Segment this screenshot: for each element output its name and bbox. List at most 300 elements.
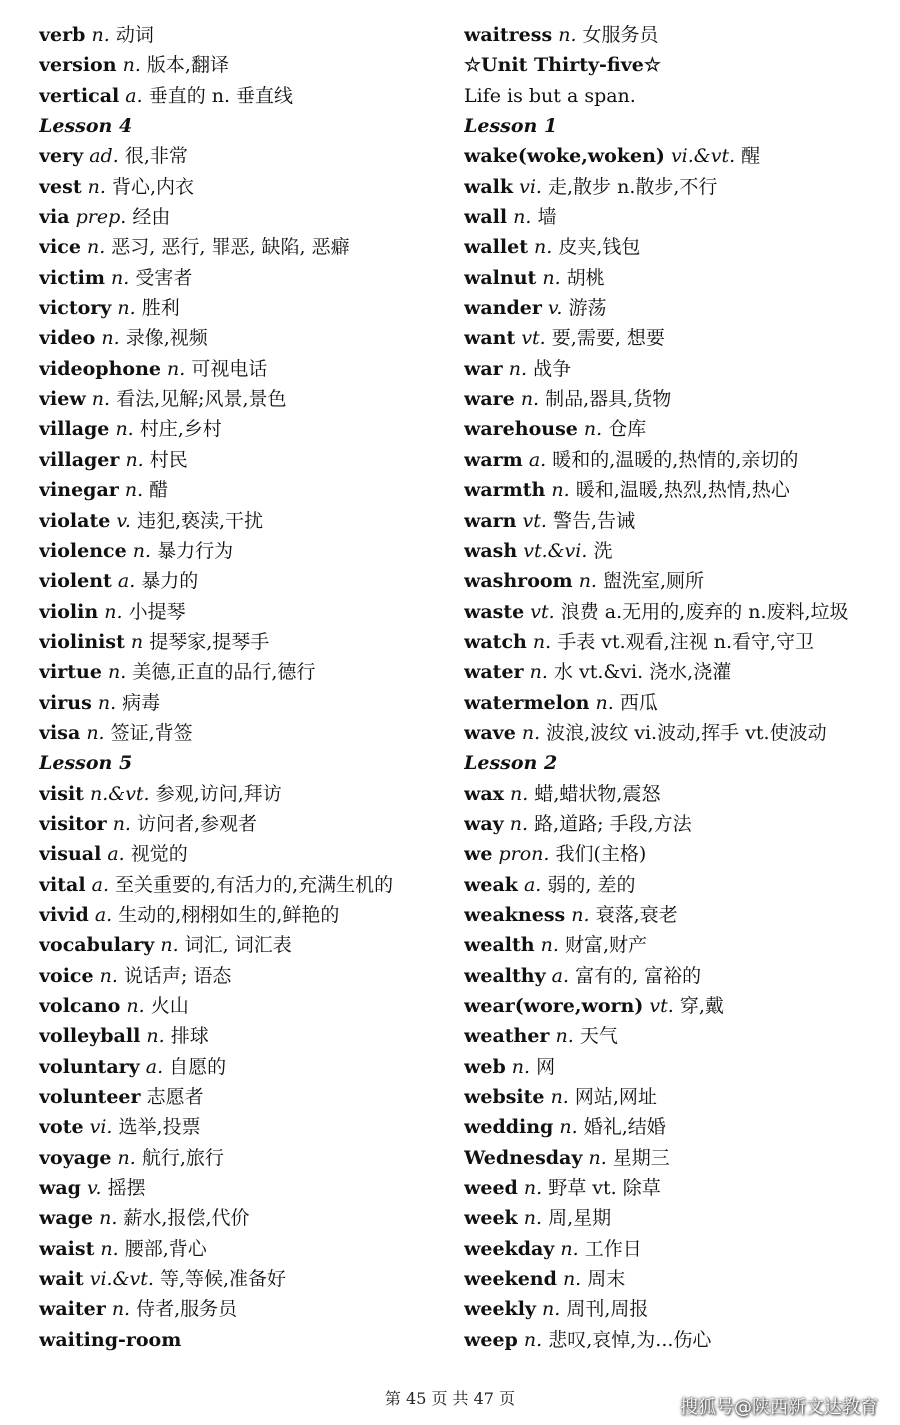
part-of-speech: pron.	[498, 843, 550, 866]
part-of-speech: n.	[100, 1237, 119, 1260]
definition: 航行,旅行	[141, 1146, 224, 1169]
part-of-speech: n.	[520, 388, 540, 411]
vocab-word: wax	[464, 782, 504, 805]
part-of-speech: n.	[560, 1237, 579, 1260]
vocab-entry	[464, 809, 884, 839]
part-of-speech: n.	[513, 206, 532, 229]
vocab-entry	[464, 506, 884, 536]
part-of-speech: n.	[86, 236, 106, 259]
part-of-speech: n.	[509, 812, 529, 835]
vocab-word: violate	[39, 509, 111, 532]
part-of-speech: vi.	[89, 1116, 113, 1139]
vocab-word: vital	[39, 873, 86, 896]
definition: 仓库	[608, 418, 647, 441]
part-of-speech: n.	[146, 1025, 165, 1048]
vocab-entry	[464, 1021, 884, 1051]
vocab-entry	[39, 475, 449, 505]
vocab-entry	[464, 232, 884, 262]
definition: 村民	[149, 448, 188, 471]
vocab-word: violence	[39, 539, 127, 562]
definition: 可视电话	[191, 357, 268, 380]
part-of-speech: n.	[160, 934, 179, 957]
vocab-word: voice	[39, 964, 94, 987]
part-of-speech: n.	[108, 661, 127, 684]
vocab-entry	[464, 718, 884, 748]
vocab-word: way	[464, 812, 504, 835]
definition: 侍者,服务员	[136, 1298, 238, 1321]
vocab-word: walnut	[464, 266, 537, 289]
vocab-entry	[39, 263, 449, 293]
definition: 薪水,报偿,代价	[123, 1207, 250, 1230]
vocab-entry	[39, 1203, 449, 1233]
definition: 火山	[150, 995, 189, 1017]
vocab-word: wake(woke,woken)	[464, 145, 665, 168]
vocab-word: water	[464, 661, 524, 684]
watermark: 搜狐号@陕西新文达教育	[680, 1397, 878, 1418]
vocab-word: voyage	[39, 1146, 112, 1169]
lesson-heading: Lesson 5	[39, 752, 133, 775]
part-of-speech: n.	[115, 418, 134, 441]
vocab-entry	[39, 50, 449, 80]
vocab-entry	[39, 1052, 449, 1082]
vocab-entry	[39, 627, 449, 657]
vocab-word: warmth	[464, 479, 546, 502]
definition: 至关重要的,有活力的,充满生机的	[115, 873, 394, 896]
vocab-entry	[464, 991, 884, 1021]
definition: 提琴家,提琴手	[149, 630, 270, 653]
definition: 暖和,温暖,热烈,热情,热心	[575, 479, 790, 502]
vocab-entry	[39, 445, 449, 475]
part-of-speech: n.	[583, 418, 603, 441]
definition: 波浪,波纹 vi.波动,挥手 vt.使波动	[546, 721, 827, 744]
vocab-word: visual	[39, 843, 102, 866]
vocab-word: vest	[39, 175, 82, 198]
vocab-word: verb	[39, 24, 86, 46]
definition: 醋	[149, 479, 169, 502]
definition: 要,需要, 想要	[551, 327, 665, 350]
part-of-speech: n.	[110, 266, 130, 289]
lesson-heading: Lesson 1	[464, 115, 558, 138]
vocab-entry	[39, 900, 449, 930]
vocab-entry	[39, 597, 449, 627]
part-of-speech: n.	[167, 357, 186, 380]
vocab-word: violin	[39, 600, 99, 623]
definition: 醒	[741, 145, 761, 168]
vocab-entry	[39, 1234, 449, 1264]
vocab-word: victim	[39, 266, 105, 289]
part-of-speech: n.	[91, 388, 111, 411]
vocab-word: weather	[464, 1025, 550, 1048]
vocab-word: Wednesday	[464, 1146, 583, 1169]
vocab-entry	[39, 779, 449, 809]
vocab-word: watermelon	[464, 691, 590, 714]
part-of-speech: n.	[510, 782, 529, 805]
definition: 浪费 a.无用的,废弃的 n.废料,垃圾	[560, 600, 849, 623]
definition: 西瓜	[619, 691, 658, 714]
vocab-word: war	[464, 357, 503, 380]
definition: 生动的,栩栩如生的,鲜艳的	[118, 903, 340, 926]
vocab-word: victory	[39, 297, 112, 320]
part-of-speech: n.	[523, 1328, 543, 1351]
vocab-word: virus	[39, 691, 92, 714]
part-of-speech: n.	[122, 54, 141, 77]
part-of-speech: n.	[558, 24, 577, 46]
definition: 衰落,衰老	[595, 903, 678, 926]
vocab-entry	[39, 202, 449, 232]
part-of-speech: a.	[117, 570, 136, 593]
vocab-entry	[464, 688, 884, 718]
part-of-speech: n.	[87, 175, 106, 198]
part-of-speech: n.	[529, 661, 548, 684]
vocab-entry	[39, 1112, 449, 1142]
vocab-entry	[39, 232, 449, 262]
vocab-word: wealthy	[464, 964, 546, 987]
part-of-speech: n.	[559, 1116, 578, 1139]
part-of-speech: n.	[551, 479, 570, 502]
definition: 战争	[533, 357, 572, 380]
vocab-entry	[464, 536, 884, 566]
vocab-entry	[39, 172, 449, 202]
definition: 等,等候,准备好	[159, 1268, 287, 1291]
part-of-speech: vi.&vt.	[89, 1268, 154, 1291]
definition: 警告,告诫	[553, 509, 636, 532]
vocab-entry	[39, 1173, 449, 1203]
vocab-word: warm	[464, 448, 523, 471]
vocab-word: vinegar	[39, 479, 119, 502]
part-of-speech: n.	[521, 721, 541, 744]
definition: 经由	[132, 206, 171, 229]
vocab-entry	[464, 323, 884, 353]
vocab-entry	[464, 627, 884, 657]
vocab-word: waiting-room	[39, 1328, 182, 1351]
part-of-speech: n.	[540, 934, 559, 957]
definition: 小提琴	[128, 600, 186, 623]
part-of-speech: n.	[508, 357, 528, 380]
definition: 录像,视频	[125, 327, 208, 350]
definition: 皮夹,钱包	[558, 236, 641, 259]
part-of-speech: vi.&vt.	[670, 145, 736, 168]
vocab-word: visa	[39, 721, 81, 744]
vocab-entry	[464, 930, 884, 960]
vocab-word: week	[464, 1207, 518, 1230]
vocab-word: want	[464, 327, 516, 350]
part-of-speech: a.	[94, 903, 113, 926]
definition: 路,道路; 手段,方法	[534, 812, 692, 835]
vocab-word: wedding	[464, 1116, 554, 1139]
vocab-word: very	[39, 145, 84, 168]
vocab-entry	[39, 1294, 449, 1324]
vocab-word: vivid	[39, 903, 89, 926]
part-of-speech: n.	[571, 903, 590, 926]
part-of-speech: vt.	[530, 600, 555, 623]
part-of-speech: prep.	[75, 206, 127, 229]
vocab-entry	[39, 81, 449, 111]
definition: 摇摆	[107, 1177, 146, 1200]
vocab-entry	[464, 172, 884, 202]
vocab-entry	[464, 870, 884, 900]
definition: 选举,投票	[118, 1116, 201, 1139]
part-of-speech: n.	[588, 1146, 607, 1169]
vocab-entry	[39, 991, 449, 1021]
definition: 天气	[579, 1025, 618, 1048]
vocab-entry	[464, 414, 884, 444]
definition: 网	[536, 1055, 556, 1078]
part-of-speech: n.	[86, 721, 105, 744]
definition: 走,散步 n.散步,不行	[548, 175, 718, 198]
vocab-entry	[464, 354, 884, 384]
vocab-word: videophone	[39, 357, 161, 380]
definition: 周,星期	[548, 1207, 612, 1230]
vocab-entry	[464, 779, 884, 809]
vocab-entry	[39, 809, 449, 839]
definition: 排球	[170, 1025, 209, 1048]
definition: 洗	[593, 539, 613, 562]
definition: 穿,戴	[679, 995, 724, 1017]
part-of-speech: n.	[542, 266, 561, 289]
vocab-word: waste	[464, 600, 525, 623]
vocab-word: view	[39, 388, 86, 411]
definition: 周末	[587, 1268, 626, 1291]
vocab-word: weed	[464, 1177, 518, 1200]
vocab-entry	[464, 1112, 884, 1142]
vocab-word: volleyball	[39, 1025, 141, 1048]
vocab-entry	[39, 870, 449, 900]
part-of-speech: n	[130, 630, 144, 653]
definition: 盥洗室,厕所	[603, 570, 705, 593]
vocab-entry	[464, 1234, 884, 1264]
definition: 病毒	[122, 691, 161, 714]
part-of-speech: n.	[101, 327, 120, 350]
vocab-word: we	[464, 843, 493, 866]
definition: 星期三	[612, 1146, 670, 1169]
definition: 富有的, 富裕的	[575, 964, 702, 987]
part-of-speech: n.	[562, 1268, 582, 1291]
definition: 很,非常	[124, 145, 188, 168]
part-of-speech: n.	[126, 995, 145, 1017]
vocab-entry	[464, 839, 884, 869]
part-of-speech: v.	[116, 509, 131, 532]
definition: 访问者,参观者	[137, 812, 258, 835]
vocab-entry	[39, 961, 449, 991]
definition: 蜡,蜡状物,震怒	[534, 782, 661, 805]
part-of-speech: n.	[124, 479, 144, 502]
definition: 恶习, 恶行, 罪恶, 缺陷, 恶癖	[111, 236, 350, 259]
vocab-word: walk	[464, 175, 514, 198]
part-of-speech: n.	[523, 1177, 543, 1200]
vocab-entry	[464, 202, 884, 232]
vocab-entry	[39, 718, 449, 748]
vocab-entry	[464, 566, 884, 596]
vocab-word: virtue	[39, 661, 102, 684]
vocab-entry	[39, 1021, 449, 1051]
vocab-entry	[39, 384, 449, 414]
unit-heading: ☆Unit Thirty-five☆	[464, 54, 661, 77]
part-of-speech: a.	[523, 873, 542, 896]
lesson-heading: Lesson 4	[39, 115, 133, 138]
definition: 说话声; 语态	[123, 964, 232, 987]
vocab-word: vice	[39, 236, 81, 259]
vocab-word: watch	[464, 630, 527, 653]
part-of-speech: n.	[117, 297, 136, 320]
vocab-entry	[464, 445, 884, 475]
vocab-entry	[464, 657, 884, 687]
definition: 暴力行为	[157, 539, 234, 562]
vocab-entry	[39, 354, 449, 384]
part-of-speech: ad.	[89, 145, 119, 168]
lesson-heading: Lesson 2	[464, 752, 558, 775]
definition: 弱的, 差的	[547, 873, 636, 896]
definition: 财富,财产	[564, 934, 647, 957]
vocab-entry	[39, 1143, 449, 1173]
part-of-speech: a.	[528, 448, 547, 471]
part-of-speech: n.	[542, 1298, 561, 1321]
part-of-speech: vt.	[649, 995, 674, 1017]
part-of-speech: n.	[132, 539, 152, 562]
part-of-speech: n.	[523, 1207, 543, 1230]
vocab-entry	[464, 475, 884, 505]
vocab-word: wallet	[464, 236, 528, 259]
page-footer: 第 45 页 共 47 页	[384, 1389, 516, 1408]
vocab-word: weep	[464, 1328, 518, 1351]
definition: 女服务员	[582, 24, 659, 46]
part-of-speech: n.	[532, 630, 552, 653]
vocab-entry	[39, 1325, 449, 1355]
definition: 制品,器具,货物	[545, 388, 672, 411]
vocab-word: wander	[464, 297, 542, 320]
part-of-speech: n.	[555, 1025, 574, 1048]
vocab-word: violinist	[39, 630, 125, 653]
vocab-entry	[39, 1264, 449, 1294]
unit-motto: Life is but a span.	[464, 84, 636, 107]
definition: 违犯,亵渎,干扰	[136, 509, 264, 532]
vocab-word: weak	[464, 873, 518, 896]
part-of-speech: n.	[578, 570, 597, 593]
left-column	[39, 20, 449, 1355]
definition: 手表 vt.观看,注视 n.看守,守卫	[557, 630, 815, 653]
part-of-speech: n.&vt.	[90, 782, 150, 805]
definition: 周刊,周报	[566, 1298, 649, 1321]
definition: 视觉的	[130, 843, 188, 866]
part-of-speech: a.	[107, 843, 125, 866]
vocab-word: warehouse	[464, 418, 578, 441]
vocab-entry	[39, 20, 449, 50]
definition: 受害者	[135, 266, 193, 289]
vocab-entry	[464, 384, 884, 414]
vocab-entry	[464, 900, 884, 930]
definition: 墙	[537, 206, 557, 229]
definition: 游荡	[568, 297, 607, 320]
vocab-word: video	[39, 327, 96, 350]
vocab-entry	[464, 1203, 884, 1233]
vocab-entry	[464, 961, 884, 991]
vocab-entry	[464, 1052, 884, 1082]
definition: 悲叹,哀悼,为...伤心	[548, 1328, 712, 1351]
vocab-word: weekday	[464, 1237, 555, 1260]
vocab-entry	[39, 506, 449, 536]
vocab-entry	[39, 414, 449, 444]
vocab-word: waist	[39, 1237, 95, 1260]
definition: 水 vt.&vi. 浇水,浇灌	[553, 661, 732, 684]
vocab-word: violent	[39, 570, 112, 593]
definition: 村庄,乡村	[139, 418, 222, 441]
definition: 美德,正直的品行,德行	[132, 661, 316, 684]
vocab-entry	[464, 263, 884, 293]
vocab-word: wealth	[464, 934, 535, 957]
vocab-word: wear(wore,worn)	[464, 995, 644, 1017]
vocab-word: vocabulary	[39, 934, 155, 957]
part-of-speech: vt.	[522, 509, 547, 532]
vocab-entry	[464, 1173, 884, 1203]
part-of-speech: n.	[117, 1146, 136, 1169]
part-of-speech: vi.	[519, 175, 542, 198]
vocab-word: website	[464, 1086, 545, 1109]
part-of-speech: v.	[87, 1177, 102, 1200]
part-of-speech: n.	[99, 964, 118, 987]
vocab-word: villager	[39, 448, 120, 471]
definition: 腰部,背心	[124, 1237, 207, 1260]
vocab-word: wait	[39, 1268, 84, 1291]
vocab-word: web	[464, 1055, 506, 1078]
vocab-word: waitress	[464, 24, 553, 46]
part-of-speech: a.	[91, 873, 109, 896]
vocab-entry	[39, 141, 449, 171]
vocab-word: warn	[464, 509, 517, 532]
definition: 垂直的 n. 垂直线	[148, 84, 294, 107]
part-of-speech: a.	[125, 84, 143, 107]
definition: 自愿的	[169, 1055, 227, 1078]
part-of-speech: a.	[551, 964, 570, 987]
definition: 暖和的,温暖的,热情的,亲切的	[552, 448, 799, 471]
vocab-word: village	[39, 418, 110, 441]
part-of-speech: a.	[145, 1055, 164, 1078]
vocab-word: ware	[464, 388, 515, 411]
definition: 婚礼,结婚	[583, 1116, 666, 1139]
vocab-entry	[39, 930, 449, 960]
vocab-word: voluntary	[39, 1055, 140, 1078]
vocab-entry	[39, 688, 449, 718]
definition: 野草 vt. 除草	[548, 1177, 661, 1200]
definition: 我们(主格)	[555, 843, 647, 866]
vocab-entry	[39, 839, 449, 869]
definition: 志愿者	[146, 1086, 204, 1109]
vocab-word: via	[39, 206, 70, 229]
definition: 网站,网址	[574, 1086, 657, 1109]
definition: 版本,翻译	[146, 54, 229, 77]
part-of-speech: vt.&vi.	[523, 539, 588, 562]
definition: 胡桃	[566, 266, 605, 289]
vocab-entry	[39, 293, 449, 323]
vocab-entry	[39, 536, 449, 566]
vocab-word: visitor	[39, 812, 107, 835]
vocab-entry	[464, 141, 884, 171]
definition: 胜利	[141, 297, 180, 320]
vocab-word: wash	[464, 539, 518, 562]
part-of-speech: n.	[111, 1298, 131, 1321]
vocab-entry	[39, 1082, 449, 1112]
vocab-entry	[464, 1325, 884, 1355]
part-of-speech: n.	[91, 24, 110, 46]
vocab-word: washroom	[464, 570, 573, 593]
vocab-word: volcano	[39, 995, 121, 1017]
definition: 词汇, 词汇表	[184, 934, 292, 957]
vocab-entry	[464, 597, 884, 627]
vocab-word: vertical	[39, 84, 120, 107]
vocab-word: wave	[464, 721, 516, 744]
vocab-word: waiter	[39, 1298, 106, 1321]
part-of-speech: n.	[511, 1055, 531, 1078]
vocab-word: wage	[39, 1207, 94, 1230]
definition: 看法,见解;风景,景色	[116, 388, 287, 411]
